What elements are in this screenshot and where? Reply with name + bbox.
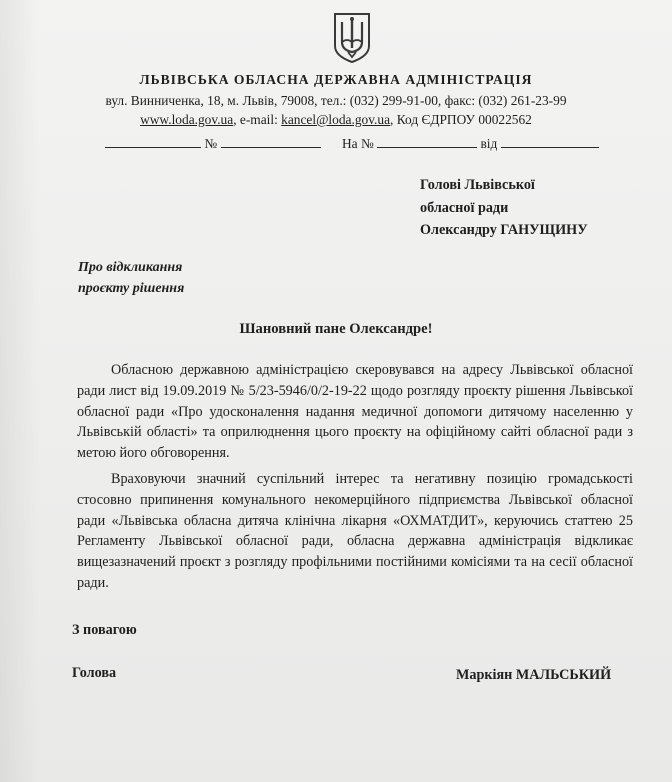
website-link[interactable]: www.loda.gov.ua (140, 112, 234, 127)
closing-regards: З повагою (72, 622, 137, 638)
outgoing-number-field (105, 135, 321, 152)
outgoing-number-blank (221, 135, 321, 148)
email-label: , e-mail: (233, 112, 282, 127)
number-sign: № (204, 136, 218, 151)
address-line: вул. Винниченка, 18, м. Львів, 79008, тел.: (032) 299-91-00, факс: (032) 261-23-99 (105, 93, 567, 108)
salutation: Шановний пане Олександре! (239, 321, 433, 337)
subject-line-1: Про відкликання (78, 260, 183, 275)
reply-date-blank (501, 135, 599, 148)
signatory-position: Голова (72, 665, 117, 681)
body-paragraph-1: Обласною державною адміністрацією скеровувався на адресу Львівської обласної ради лист від 19.09.2019 № 5/23-5946/0/2-19-22 щодо розгляду проєкту рішення Львівської обласної ради «Про удосконалення надання медичної допомоги дитячому населенню у Львівській області» та оприлюднення цього проєкту на офіційному сайті обласної ради з метою його обговорення. (77, 362, 633, 462)
signatory-name: Маркіян МАЛЬСЬКИЙ (456, 667, 612, 683)
reply-number-field (342, 135, 599, 152)
email-link[interactable]: kancel@loda.gov.ua (281, 112, 391, 127)
organization-name: ЛЬВІВСЬКА ОБЛАСНА ДЕРЖАВНА АДМІНІСТРАЦІЯ (139, 72, 533, 87)
reply-label: На № (342, 136, 374, 151)
edrpou-code: , Код ЄДРПОУ 00022562 (390, 112, 532, 127)
recipient-line-3: Олександру ГАНУЩИНУ (420, 222, 588, 238)
recipient-line-1: Голові Львівської (420, 177, 535, 193)
subject-line-2: проєкту рішення (78, 281, 185, 296)
reply-number-blank (377, 135, 477, 148)
body-paragraph-2: Враховуючи значний суспільний інтерес та негативну позицію громадськості стосовно припинення комунального некомерційного підприємства Львівської обласної ради «Львівська обласна дитяча клінічна лікарня «ОХМАТДИТ», керуючись статтею 25 Регламенту Львівської обласної ради, обласна державна адміністрація відкликає вищезазначений проєкт з розгляду профільними постійними комісіями та на сесії обласної ради. (77, 471, 633, 591)
outgoing-date-blank (105, 135, 201, 148)
coat-of-arms-icon (333, 12, 371, 64)
contact-line (0, 112, 672, 128)
date-label: від (480, 136, 498, 151)
recipient-line-2: обласної ради (420, 200, 509, 216)
